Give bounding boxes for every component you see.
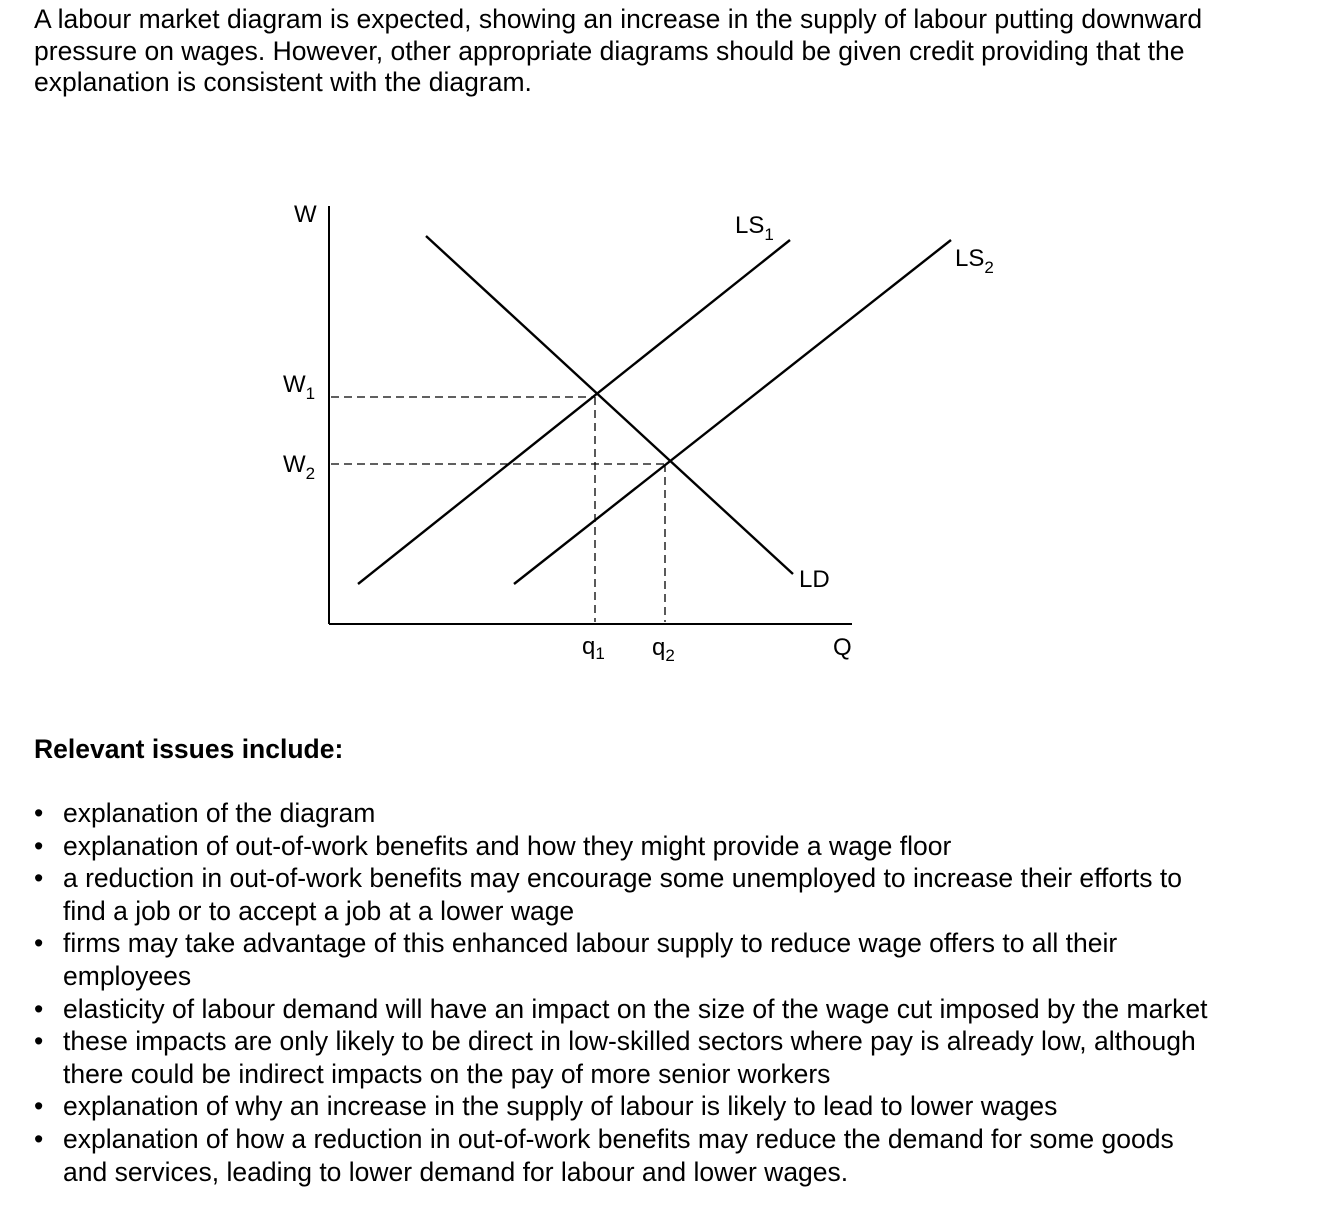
list-item [34,993,1314,1026]
list-item-text: explanation of why an increase in the supply of labour is likely to lead to lower wages [63,1091,1058,1122]
list-item [34,1090,1314,1123]
list-item [34,862,1314,927]
list-item [34,1123,1314,1188]
w1-label: $W_1$ [283,371,316,403]
intro-line: pressure on wages. However, other appropriate diagrams should be given credit providing that the [34,35,1185,66]
y-axis-label: W [294,201,317,228]
relevant-issues-heading: Relevant issues include: [34,734,344,764]
q2-label: $q_2$ [652,634,675,665]
bullet-icon: • [34,1123,44,1154]
bullet-icon: • [34,1026,44,1057]
list-item [34,1025,1314,1090]
relevant-issues-list [34,797,1314,1188]
list-item-text: there could be indirect impacts on the pay of more senior workers [63,1058,831,1089]
intro-line: A labour market diagram is expected, showing an increase in the supply of labour putting downward [34,4,1203,34]
list-item-text: a reduction in out-of-work benefits may encourage some unemployed to increase their efforts to [63,863,1183,894]
ls2-label: $LS_2$ [955,245,994,277]
intro-line: explanation is consistent with the diagram. [34,67,532,97]
list-item-text: explanation of how a reduction in out-of-work benefits may reduce the demand for some goods [63,1123,1174,1154]
list-item-text: elasticity of labour demand will have an impact on the size of the wage cut imposed by the market [63,993,1208,1024]
list-item-text: find a job or to accept a job at a lower wage [63,895,575,926]
bullet-icon: • [34,830,44,861]
ld-label: LD [799,566,830,593]
list-item-text: these impacts are only likely to be direct in low-skilled sectors where pay is already low, although [63,1026,1196,1057]
list-item-text: explanation of out-of-work benefits and how they might provide a wage floor [63,830,952,861]
bullet-icon: • [34,863,44,894]
x-axis-label: Q [833,634,852,661]
list-item-text: and services, leading to lower demand for labour and lower wages. [63,1156,849,1187]
list-item-text: firms may take advantage of this enhanced labour supply to reduce wage offers to all their [63,928,1118,959]
list-item-text: employees [63,960,192,991]
ls1-label: $LS_1$ [735,212,774,244]
ld-curve [426,236,793,574]
bullet-icon: • [34,798,44,828]
list-item [34,830,1314,863]
ls2-curve [514,240,951,584]
bullet-icon: • [34,993,44,1024]
bullet-icon: • [34,928,44,959]
list-item-text: explanation of the diagram [63,798,376,828]
list-item [34,927,1314,992]
w2-label: $W_2$ [283,451,316,483]
ls1-curve [358,240,790,584]
bullet-icon: • [34,1091,44,1122]
q1-label: $q_1$ [582,633,605,663]
list-item [34,797,1314,830]
